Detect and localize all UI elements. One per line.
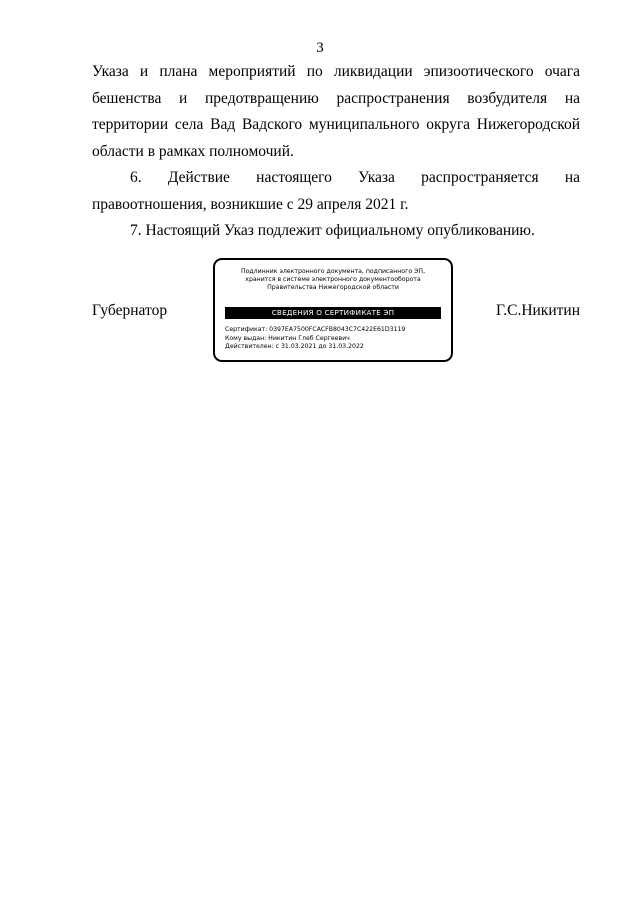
paragraph-item-6: 6. Действие настоящего Указа распространяется на правоотношения, возникшие с 29 апреля 2021 г. bbox=[92, 169, 580, 213]
stamp-header-line: Подлинник электронного документа, подписанного ЭП, bbox=[240, 268, 426, 275]
signer-name: Г.С.Никитин bbox=[496, 302, 580, 319]
stamp-header bbox=[215, 268, 451, 292]
stamp-title: СВЕДЕНИЯ О СЕРТИФИКАТЕ ЭП bbox=[225, 307, 441, 319]
stamp-header-line: Правительства Нижегородской области bbox=[267, 284, 399, 291]
stamp-certificate: Сертификат: 0397EA7500FCACFB8043C7C422E61D3119 bbox=[225, 326, 406, 333]
stamp-details bbox=[225, 326, 405, 352]
paragraph-item-7: 7. Настоящий Указ подлежит официальному опубликованию. bbox=[130, 222, 535, 239]
stamp-header-line: хранится в системе электронного документооборота bbox=[245, 276, 421, 283]
paragraph-continuation: Указа и плана мероприятий по ликвидации эпизоотического очага бешенства и предотвращению распространения возбудителя на территории села Вад Вадского муниципального округа Нижегородской области в рамках полномочий. bbox=[92, 63, 580, 160]
stamp-validity: Действителен: с 31.03.2021 до 31.03.2022 bbox=[225, 343, 364, 350]
stamp-issued-to: Кому выдан: Никитин Глеб Сергеевич bbox=[225, 334, 350, 342]
signer-position: Губернатор bbox=[92, 302, 168, 319]
document-body bbox=[92, 59, 580, 245]
signature-block bbox=[0, 258, 640, 368]
electronic-signature-stamp bbox=[213, 258, 453, 362]
page-number: 3 bbox=[316, 40, 324, 56]
